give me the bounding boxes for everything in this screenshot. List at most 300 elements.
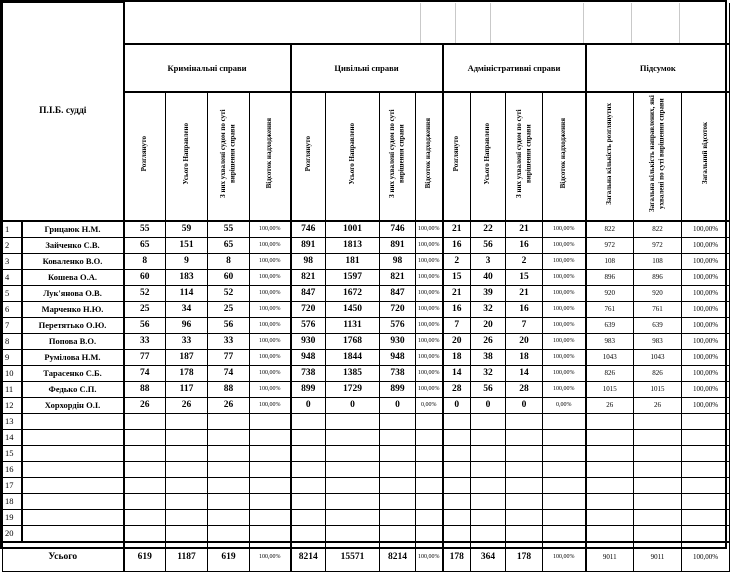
admin-cell: 28 [506, 381, 543, 397]
admin-cell [471, 525, 506, 542]
admin-total: 178 [443, 542, 471, 572]
civil-total: 8214 [380, 542, 416, 572]
summary-cell: 1043 [634, 349, 682, 365]
admin-cell: 7 [506, 317, 543, 333]
table-row [3, 333, 730, 349]
criminal-cell: 60 [208, 269, 250, 285]
civil-total: 100,00% [416, 542, 443, 572]
row-number: 13 [3, 413, 22, 429]
row-number: 9 [3, 349, 22, 365]
admin-cell: 0,00% [543, 397, 586, 413]
admin-cell: 7 [443, 317, 471, 333]
civil-cell [380, 477, 416, 493]
summary-cell: 972 [634, 237, 682, 253]
criminal-cell: 56 [208, 317, 250, 333]
civil-cell [326, 477, 380, 493]
civil-cell: 100,00% [416, 285, 443, 301]
rotated-label: Усього Направлено [347, 122, 356, 185]
rotated-label: Загальна кількість розглянутих [605, 102, 614, 205]
civil-cell: 821 [291, 269, 326, 285]
criminal-cell [208, 461, 250, 477]
criminal-cell [124, 477, 166, 493]
civil-cell [291, 509, 326, 525]
summary-cell [586, 509, 634, 525]
table-row [3, 285, 730, 301]
table-row [3, 301, 730, 317]
civil-cell: 891 [380, 237, 416, 253]
civil-cell: 100,00% [416, 269, 443, 285]
admin-cell: 16 [443, 237, 471, 253]
summary-cell: 822 [634, 221, 682, 238]
criminal-cell [166, 461, 208, 477]
civil-cell: 100,00% [416, 349, 443, 365]
admin-cell: 100,00% [543, 237, 586, 253]
civil-cell: 899 [380, 381, 416, 397]
civil-cell: 100,00% [416, 237, 443, 253]
civil-cell [291, 429, 326, 445]
admin-cell: 56 [471, 237, 506, 253]
criminal-total: 100,00% [250, 542, 291, 572]
empty-table-row [3, 413, 730, 429]
table-row [3, 381, 730, 397]
civil-cell: 181 [326, 253, 380, 269]
summary-cell [682, 477, 730, 493]
subheader-admin-decided [506, 92, 543, 221]
summary-cell: 100,00% [682, 381, 730, 397]
criminal-cell [124, 413, 166, 429]
summary-cell: 983 [586, 333, 634, 349]
summary-cell [682, 509, 730, 525]
civil-cell [326, 493, 380, 509]
criminal-cell [208, 525, 250, 542]
admin-cell: 21 [443, 285, 471, 301]
admin-cell [471, 461, 506, 477]
summary-cell: 639 [634, 317, 682, 333]
summary-cell [586, 493, 634, 509]
civil-cell [380, 493, 416, 509]
civil-cell: 738 [380, 365, 416, 381]
criminal-cell: 56 [124, 317, 166, 333]
summary-cell: 1015 [586, 381, 634, 397]
rotated-label: Усього Направлено [483, 122, 492, 185]
criminal-cell [124, 445, 166, 461]
civil-cell [380, 461, 416, 477]
admin-cell: 39 [471, 285, 506, 301]
table-row [3, 237, 730, 253]
civil-cell: 100,00% [416, 301, 443, 317]
civil-cell: 720 [380, 301, 416, 317]
table-row [3, 269, 730, 285]
judges-statistics-table [2, 2, 730, 572]
summary-cell: 761 [634, 301, 682, 317]
civil-cell [291, 461, 326, 477]
empty-table-row [3, 509, 730, 525]
criminal-total: 619 [208, 542, 250, 572]
admin-cell: 15 [506, 269, 543, 285]
admin-cell: 100,00% [543, 333, 586, 349]
admin-cell: 20 [506, 333, 543, 349]
criminal-cell: 60 [124, 269, 166, 285]
criminal-cell: 100,00% [250, 365, 291, 381]
criminal-cell: 25 [124, 301, 166, 317]
table-row [3, 349, 730, 365]
admin-cell [443, 445, 471, 461]
rotated-label: Загальна кількість направлених, які ухвалені по суті вирішення справи [648, 95, 666, 212]
subheader-admin-considered [443, 92, 471, 221]
criminal-cell: 100,00% [250, 333, 291, 349]
subheader-summary-percent [682, 92, 730, 221]
admin-cell: 28 [443, 381, 471, 397]
admin-cell: 21 [506, 285, 543, 301]
civil-cell [380, 413, 416, 429]
summary-cell [682, 445, 730, 461]
summary-cell: 100,00% [682, 397, 730, 413]
admin-cell: 100,00% [543, 349, 586, 365]
summary-cell [634, 429, 682, 445]
admin-cell [506, 461, 543, 477]
civil-total: 8214 [291, 542, 326, 572]
civil-cell: 0,00% [416, 397, 443, 413]
civil-cell: 1813 [326, 237, 380, 253]
empty-table-row [3, 493, 730, 509]
subheader-summary-considered [586, 92, 634, 221]
civil-cell: 948 [291, 349, 326, 365]
rotated-label: Розглянуто [303, 135, 312, 172]
row-number: 11 [3, 381, 22, 397]
admin-cell: 2 [506, 253, 543, 269]
civil-cell [416, 525, 443, 542]
admin-cell: 20 [443, 333, 471, 349]
admin-cell [506, 493, 543, 509]
judge-name: Попова В.О. [22, 333, 124, 349]
admin-cell [471, 429, 506, 445]
civil-cell: 1450 [326, 301, 380, 317]
admin-cell: 38 [471, 349, 506, 365]
admin-cell: 56 [471, 381, 506, 397]
summary-cell: 1015 [634, 381, 682, 397]
rotated-label: Загальний відсоток [700, 122, 709, 185]
admin-cell [543, 525, 586, 542]
row-number: 1 [3, 221, 22, 238]
civil-cell: 720 [291, 301, 326, 317]
admin-cell [543, 429, 586, 445]
totals-row [3, 542, 730, 572]
admin-cell [506, 413, 543, 429]
admin-cell: 32 [471, 365, 506, 381]
civil-cell: 847 [291, 285, 326, 301]
admin-cell: 0 [506, 397, 543, 413]
criminal-cell: 114 [166, 285, 208, 301]
summary-cell [682, 461, 730, 477]
civil-cell: 98 [380, 253, 416, 269]
summary-cell [586, 413, 634, 429]
civil-cell: 899 [291, 381, 326, 397]
row-number: 18 [3, 493, 22, 509]
criminal-cell [250, 525, 291, 542]
civil-cell: 1672 [326, 285, 380, 301]
admin-cell [506, 525, 543, 542]
civil-cell: 100,00% [416, 221, 443, 238]
criminal-cell [166, 509, 208, 525]
criminal-cell: 100,00% [250, 237, 291, 253]
criminal-cell: 77 [124, 349, 166, 365]
civil-cell [416, 493, 443, 509]
judge-name [22, 445, 124, 461]
summary-cell: 822 [586, 221, 634, 238]
criminal-cell: 100,00% [250, 269, 291, 285]
criminal-cell [124, 525, 166, 542]
civil-cell [380, 429, 416, 445]
civil-cell: 98 [291, 253, 326, 269]
judge-name: Коваленко В.О. [22, 253, 124, 269]
civil-cell: 821 [380, 269, 416, 285]
admin-cell [543, 509, 586, 525]
criminal-cell: 100,00% [250, 349, 291, 365]
row-number: 3 [3, 253, 22, 269]
summary-cell: 826 [586, 365, 634, 381]
admin-cell: 16 [443, 301, 471, 317]
criminal-cell: 52 [124, 285, 166, 301]
summary-cell: 972 [586, 237, 634, 253]
civil-cell [291, 477, 326, 493]
summary-cell [634, 413, 682, 429]
criminal-cell: 33 [124, 333, 166, 349]
criminal-cell [208, 509, 250, 525]
rotated-label: З них ухвалені судом по суті вирішення справи [514, 109, 532, 198]
admin-cell [443, 461, 471, 477]
civil-cell [326, 461, 380, 477]
civil-cell: 0 [380, 397, 416, 413]
admin-cell: 18 [443, 349, 471, 365]
group-header-criminal: Кримінальні справи [124, 44, 291, 92]
summary-cell: 1043 [586, 349, 634, 365]
criminal-cell: 9 [166, 253, 208, 269]
admin-cell: 32 [471, 301, 506, 317]
criminal-cell [208, 477, 250, 493]
criminal-cell [166, 413, 208, 429]
summary-cell: 826 [634, 365, 682, 381]
criminal-cell [208, 445, 250, 461]
row-number: 16 [3, 461, 22, 477]
top-strip [124, 3, 730, 44]
admin-cell: 16 [506, 301, 543, 317]
civil-cell: 738 [291, 365, 326, 381]
criminal-cell [208, 493, 250, 509]
civil-cell: 930 [380, 333, 416, 349]
criminal-cell [124, 429, 166, 445]
criminal-total: 1187 [166, 542, 208, 572]
summary-cell [634, 477, 682, 493]
subheader-civil-considered [291, 92, 326, 221]
civil-cell: 1385 [326, 365, 380, 381]
civil-cell: 746 [380, 221, 416, 238]
criminal-cell: 74 [208, 365, 250, 381]
criminal-cell [124, 461, 166, 477]
empty-table-row [3, 525, 730, 542]
civil-cell [416, 429, 443, 445]
criminal-cell: 59 [166, 221, 208, 238]
summary-cell [634, 445, 682, 461]
judge-name [22, 461, 124, 477]
criminal-cell [208, 413, 250, 429]
civil-cell [326, 445, 380, 461]
civil-cell: 100,00% [416, 381, 443, 397]
criminal-cell: 55 [124, 221, 166, 238]
criminal-cell: 100,00% [250, 381, 291, 397]
civil-total: 15571 [326, 542, 380, 572]
admin-cell [443, 413, 471, 429]
admin-cell: 100,00% [543, 301, 586, 317]
criminal-cell [250, 493, 291, 509]
summary-cell: 100,00% [682, 365, 730, 381]
criminal-cell: 96 [166, 317, 208, 333]
admin-cell [506, 429, 543, 445]
summary-cell: 761 [586, 301, 634, 317]
admin-total: 100,00% [543, 542, 586, 572]
row-number: 2 [3, 237, 22, 253]
criminal-cell: 117 [166, 381, 208, 397]
criminal-cell [250, 413, 291, 429]
criminal-cell: 88 [124, 381, 166, 397]
judge-name [22, 525, 124, 542]
row-number: 19 [3, 509, 22, 525]
civil-cell [416, 509, 443, 525]
subheader-admin-sent [471, 92, 506, 221]
table-row [3, 253, 730, 269]
summary-cell: 100,00% [682, 221, 730, 238]
admin-cell: 40 [471, 269, 506, 285]
criminal-cell: 178 [166, 365, 208, 381]
criminal-cell: 26 [166, 397, 208, 413]
civil-cell: 930 [291, 333, 326, 349]
summary-cell: 896 [634, 269, 682, 285]
civil-cell [326, 525, 380, 542]
admin-total: 178 [506, 542, 543, 572]
judge-name: Тарасенко С.Б. [22, 365, 124, 381]
admin-cell: 2 [443, 253, 471, 269]
admin-cell [443, 477, 471, 493]
rotated-label: Розглянуто [140, 135, 149, 172]
summary-cell: 100,00% [682, 349, 730, 365]
summary-cell: 639 [586, 317, 634, 333]
criminal-cell: 183 [166, 269, 208, 285]
admin-cell: 26 [471, 333, 506, 349]
judge-name [22, 413, 124, 429]
admin-cell: 21 [506, 221, 543, 238]
summary-cell: 100,00% [682, 285, 730, 301]
row-number: 15 [3, 445, 22, 461]
summary-cell: 100,00% [682, 269, 730, 285]
admin-cell: 15 [443, 269, 471, 285]
totals-label: Усього [3, 542, 124, 572]
civil-cell [291, 413, 326, 429]
admin-cell: 22 [471, 221, 506, 238]
criminal-cell: 100,00% [250, 285, 291, 301]
row-number: 14 [3, 429, 22, 445]
criminal-cell: 8 [208, 253, 250, 269]
criminal-cell: 100,00% [250, 301, 291, 317]
subheader-criminal-decided [208, 92, 250, 221]
civil-cell: 1844 [326, 349, 380, 365]
civil-cell [380, 525, 416, 542]
rotated-label: З них ухвалені судом по суті вирішення справи [219, 109, 237, 198]
civil-cell: 1001 [326, 221, 380, 238]
summary-total: 9011 [586, 542, 634, 572]
admin-cell [506, 445, 543, 461]
summary-cell: 108 [586, 253, 634, 269]
civil-cell: 100,00% [416, 333, 443, 349]
civil-cell: 100,00% [416, 365, 443, 381]
admin-cell: 0 [443, 397, 471, 413]
row-number: 6 [3, 301, 22, 317]
criminal-cell: 187 [166, 349, 208, 365]
criminal-cell: 34 [166, 301, 208, 317]
criminal-cell [250, 477, 291, 493]
pib-header-cell: П.І.Б. судді [3, 3, 124, 221]
admin-cell: 100,00% [543, 317, 586, 333]
criminal-cell [166, 525, 208, 542]
judge-name: Хорхордін О.І. [22, 397, 124, 413]
summary-cell [586, 429, 634, 445]
civil-cell: 948 [380, 349, 416, 365]
subheader-summary-sent-decided [634, 92, 682, 221]
summary-cell [586, 461, 634, 477]
criminal-cell [250, 509, 291, 525]
admin-cell [443, 509, 471, 525]
group-header-admin: Адміністративні справи [443, 44, 586, 92]
admin-cell: 21 [443, 221, 471, 238]
judge-name: Кошева О.А. [22, 269, 124, 285]
admin-cell [443, 429, 471, 445]
criminal-cell: 33 [208, 333, 250, 349]
subheader-civil-decided [380, 92, 416, 221]
civil-cell: 746 [291, 221, 326, 238]
summary-cell [634, 525, 682, 542]
criminal-cell: 100,00% [250, 253, 291, 269]
criminal-cell [166, 477, 208, 493]
empty-table-row [3, 429, 730, 445]
judge-name: Зайченко С.В. [22, 237, 124, 253]
rotated-label: Відсоток надходження [424, 118, 433, 189]
criminal-cell [250, 461, 291, 477]
admin-total: 364 [471, 542, 506, 572]
civil-cell [291, 525, 326, 542]
admin-cell [506, 477, 543, 493]
summary-cell [586, 477, 634, 493]
summary-cell: 100,00% [682, 301, 730, 317]
civil-cell: 0 [326, 397, 380, 413]
admin-cell: 100,00% [543, 365, 586, 381]
admin-cell [506, 509, 543, 525]
summary-cell [682, 429, 730, 445]
civil-cell: 1768 [326, 333, 380, 349]
civil-cell [291, 445, 326, 461]
criminal-cell: 26 [124, 397, 166, 413]
summary-cell: 26 [634, 397, 682, 413]
admin-cell [543, 461, 586, 477]
rotated-label: Відсоток надходження [559, 118, 568, 189]
summary-cell [634, 461, 682, 477]
admin-cell [471, 509, 506, 525]
row-number: 8 [3, 333, 22, 349]
judge-name [22, 509, 124, 525]
admin-cell [471, 477, 506, 493]
summary-cell: 100,00% [682, 333, 730, 349]
criminal-cell: 77 [208, 349, 250, 365]
civil-cell: 100,00% [416, 253, 443, 269]
summary-cell [634, 509, 682, 525]
summary-cell: 920 [634, 285, 682, 301]
